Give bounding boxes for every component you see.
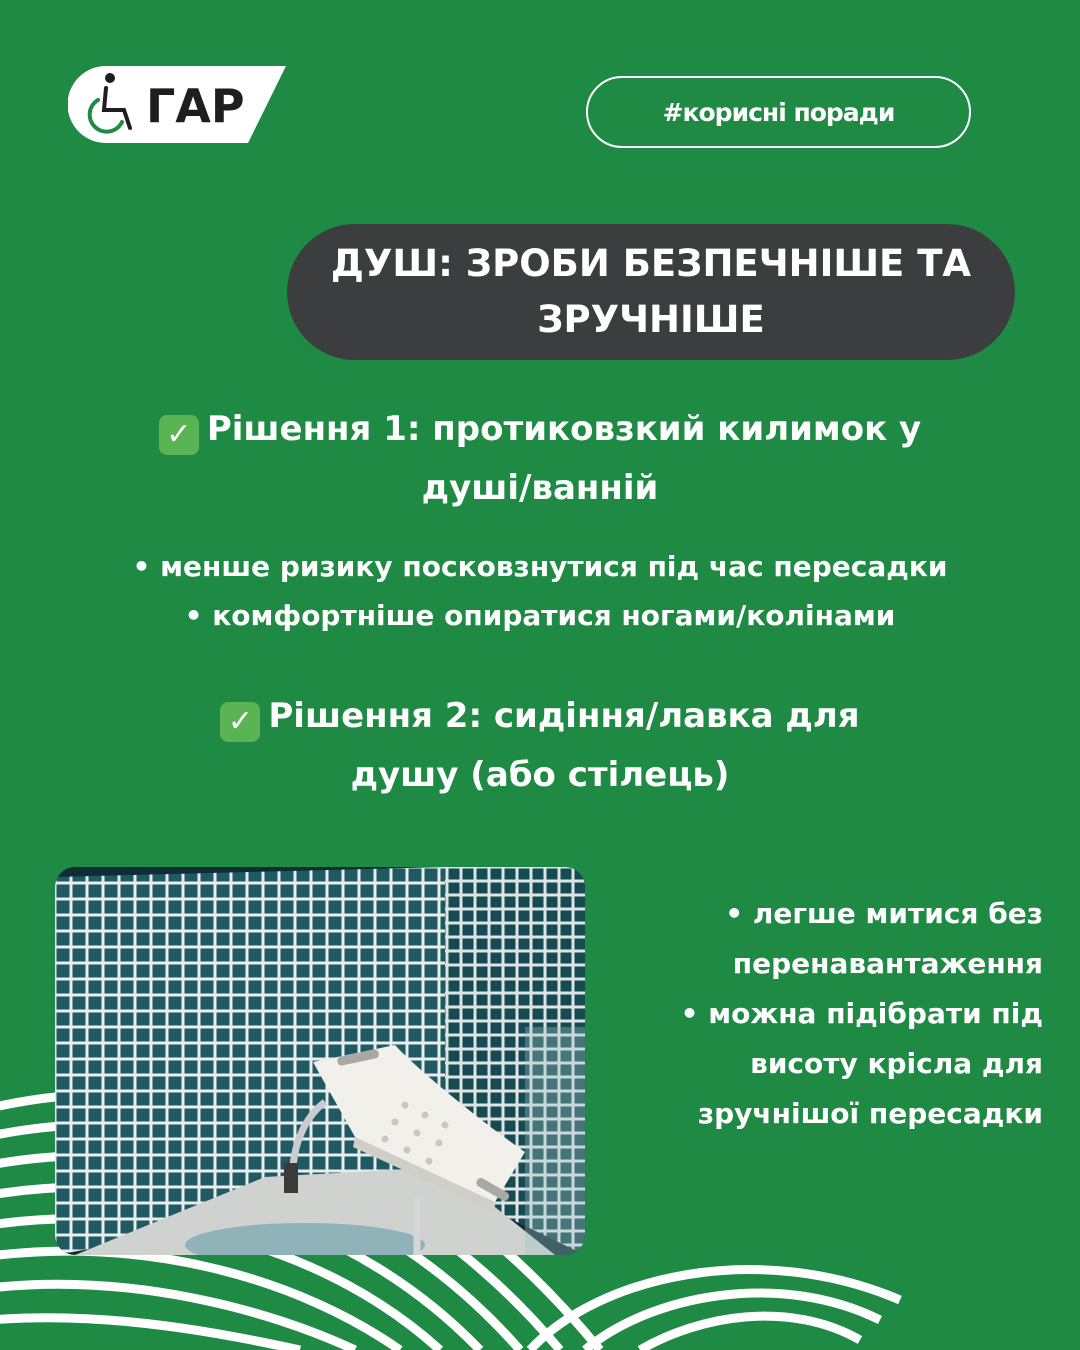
bullet-item-continued: зручнішої пересадки bbox=[697, 1097, 1043, 1130]
logo bbox=[68, 66, 286, 143]
solution-2-heading bbox=[60, 687, 1020, 805]
bullet-item: • можна підібрати під bbox=[680, 997, 1043, 1030]
check-icon: ✓ bbox=[220, 702, 260, 742]
bullet-item-continued: висоту крісла для bbox=[750, 1047, 1043, 1080]
check-icon: ✓ bbox=[159, 415, 199, 455]
solution-1-heading bbox=[60, 400, 1020, 518]
solution-1-line-1: Рішення 1: протиковзкий килимок у bbox=[206, 409, 922, 449]
bullet-item: • легше митися без bbox=[725, 897, 1043, 930]
hashtag-pill: #корисні поради bbox=[586, 76, 971, 148]
bullet-item-continued: перенавантаження bbox=[732, 947, 1043, 980]
page-title bbox=[287, 224, 1015, 360]
solution-1-line-2: душі/ванній bbox=[421, 468, 659, 508]
solution-2-bullets bbox=[600, 889, 1043, 1139]
bullet-item: • комфортніше опиратися ногами/колінами bbox=[184, 599, 896, 632]
solution-2-line-2: душу (або стілець) bbox=[350, 755, 730, 795]
bullet-item: • менше ризику посковзнутися під час пересадки bbox=[132, 550, 948, 583]
solution-2-line-1: Рішення 2: сидіння/лавка для bbox=[268, 696, 860, 736]
solution-1-bullets bbox=[40, 542, 1040, 640]
shower-seat-photo bbox=[55, 867, 585, 1255]
logo-text: ГАР bbox=[146, 79, 245, 133]
title-line-2: ЗРУЧНІШЕ bbox=[537, 298, 765, 341]
title-line-1: ДУШ: ЗРОБИ БЕЗПЕЧНІШЕ ТА bbox=[330, 242, 972, 285]
